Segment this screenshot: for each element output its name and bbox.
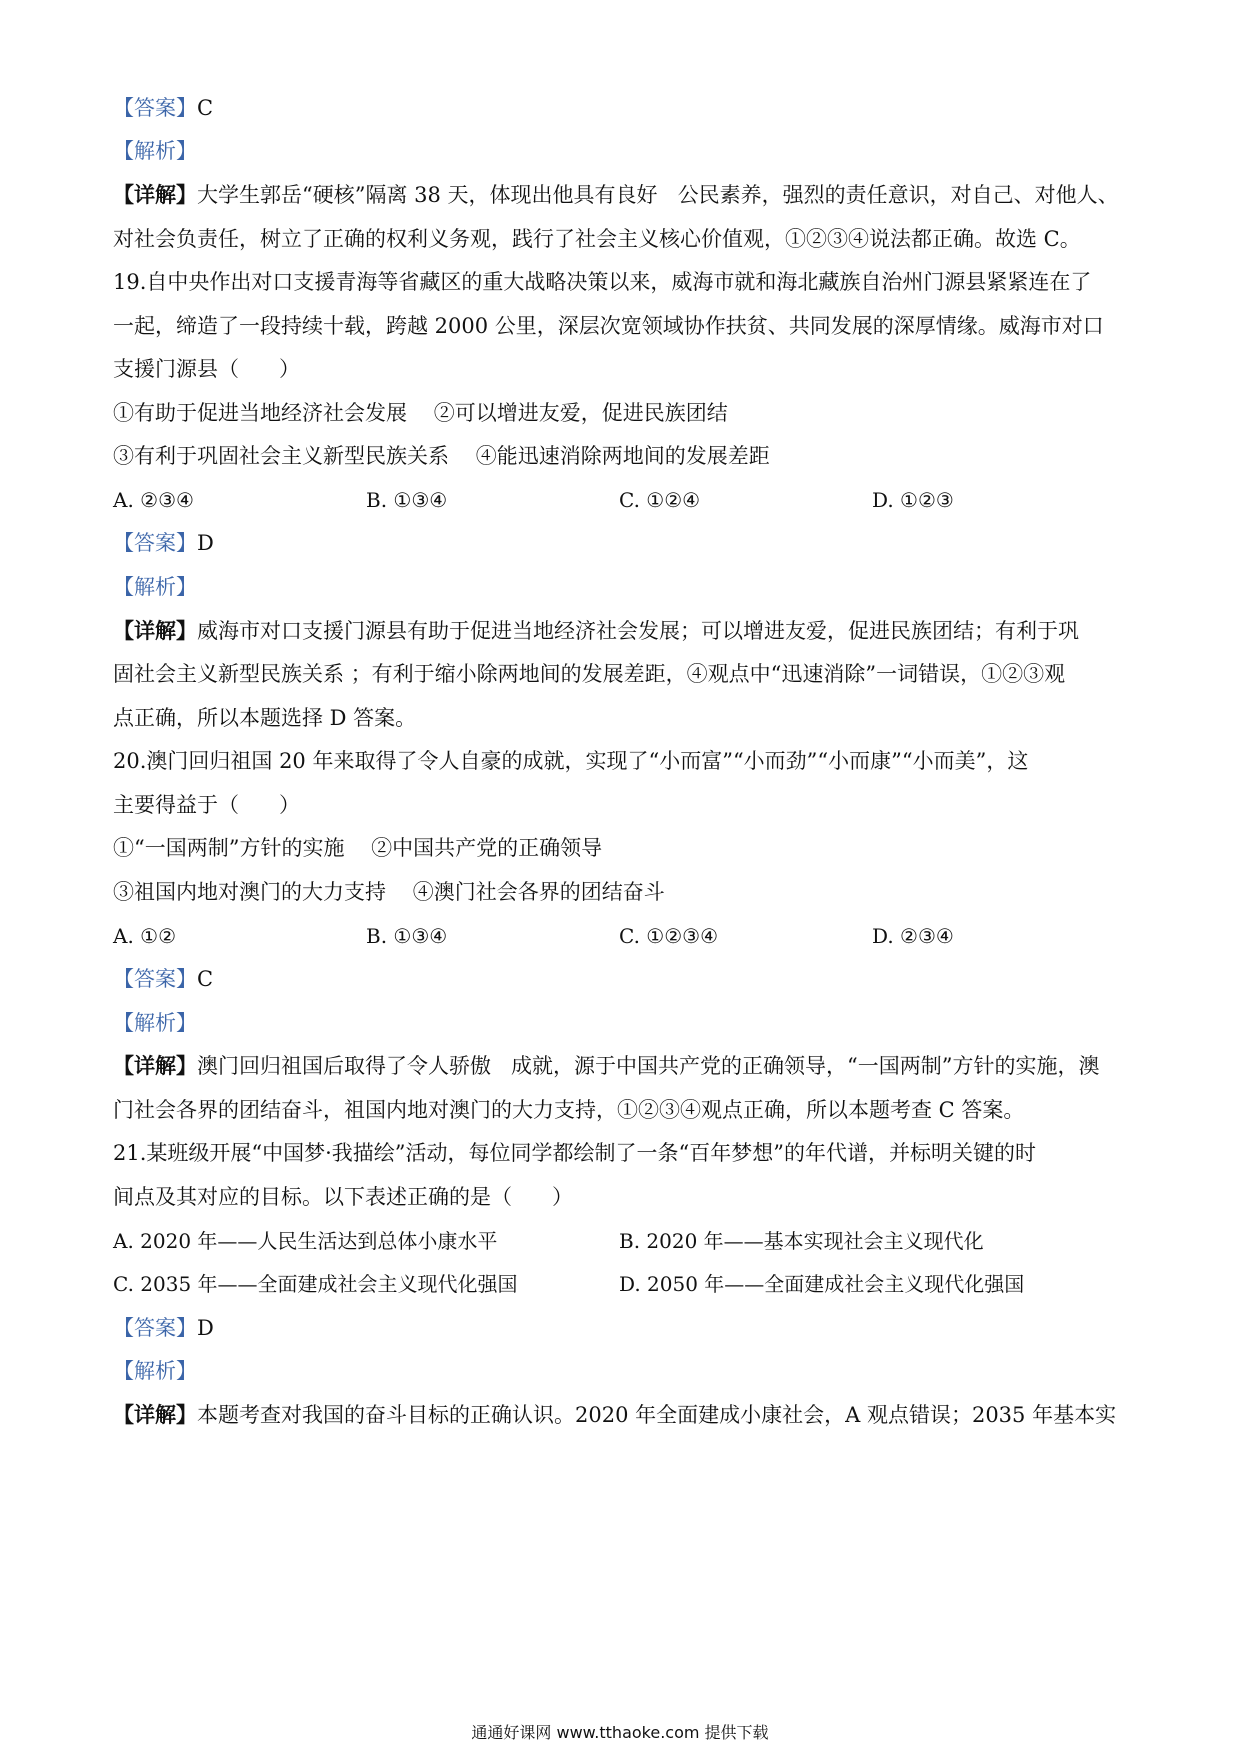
detail-text: 澳门回归祖国后取得了令人骄傲 成就，源于中国共产党的正确领导，“一国两制”方针的实施，澳 <box>197 1054 1100 1078</box>
detail-line: 门社会各界的团结奋斗，祖国内地对澳门的大力支持，①②③④观点正确，所以本题考查 C 答案。 <box>113 1098 1025 1122</box>
option-d: D. 2050 年——全面建成社会主义现代化强国 <box>619 1272 1025 1296</box>
statement-line: ③祖国内地对澳门的大力支持 ④澳门社会各界的团结奋斗 <box>113 880 665 904</box>
option-a: A. ①② <box>113 924 177 948</box>
option-b: B. ①③④ <box>366 488 448 512</box>
answer-value: C <box>197 96 214 120</box>
detail-label: 【详解】 <box>113 1053 197 1078</box>
answer-line <box>113 528 214 558</box>
answer-label: 【答案】 <box>113 967 197 991</box>
question-stem: 19.自中央作出对口支援青海等省藏区的重大战略决策以来，威海市就和海北藏族自治州门源县紧紧连在了 <box>113 270 1092 294</box>
option-c: C. 2035 年——全面建成社会主义现代化强国 <box>113 1272 518 1296</box>
question-stem: 主要得益于（ ） <box>113 793 301 817</box>
analysis-label: 【解析】 <box>113 575 197 599</box>
statement-line: ①有助于促进当地经济社会发展 ②可以增进友爱，促进民族团结 <box>113 401 728 425</box>
answer-label: 【答案】 <box>113 1316 197 1340</box>
question-stem: 一起，缔造了一段持续十载，跨越 2000 公里，深层次宽领域协作扶贫、共同发展的深厚情缘。威海市对口 <box>113 314 1104 338</box>
detail-line <box>113 1400 1116 1430</box>
question-stem: 支援门源县（ ） <box>113 357 301 381</box>
detail-line <box>113 616 1079 646</box>
option-a: A. ②③④ <box>113 488 194 512</box>
analysis-label: 【解析】 <box>113 1011 197 1035</box>
analysis-line <box>113 1356 197 1386</box>
question-stem: 20.澳门回归祖国 20 年来取得了令人自豪的成就，实现了“小而富”“小而劲”“小而康”“小而美”，这 <box>113 749 1029 773</box>
detail-text: 大学生郭岳“硬核”隔离 38 天，体现出他具有良好 公民素养，强烈的责任意识，对自己、对他人、 <box>197 183 1119 207</box>
option-c: C. ①②④ <box>619 488 701 512</box>
analysis-label: 【解析】 <box>113 139 197 163</box>
answer-label: 【答案】 <box>113 531 197 555</box>
page-footer: 通通好课网 www.tthaoke.com 提供下载 <box>471 1723 769 1742</box>
detail-label: 【详解】 <box>113 618 197 643</box>
option-b: B. ①③④ <box>366 924 448 948</box>
answer-value: D <box>197 1316 214 1340</box>
statement-line: ①“一国两制”方针的实施 ②中国共产党的正确领导 <box>113 836 603 860</box>
option-b: B. 2020 年——基本实现社会主义现代化 <box>619 1229 984 1253</box>
option-a: A. 2020 年——人民生活达到总体小康水平 <box>113 1229 498 1253</box>
detail-line <box>113 1051 1100 1081</box>
analysis-line <box>113 572 197 602</box>
detail-line <box>113 180 1119 210</box>
option-d: D. ②③④ <box>872 924 954 948</box>
answer-line <box>113 93 213 123</box>
answer-line <box>113 1313 214 1343</box>
detail-label: 【详解】 <box>113 182 197 207</box>
detail-text: 本题考查对我国的奋斗目标的正确认识。2020 年全面建成小康社会，A 观点错误；2035 年基本实 <box>197 1403 1117 1427</box>
statement-line: ③有利于巩固社会主义新型民族关系 ④能迅速消除两地间的发展差距 <box>113 444 770 468</box>
analysis-line <box>113 1008 197 1038</box>
detail-label: 【详解】 <box>113 1402 197 1427</box>
detail-text: 威海市对口支援门源县有助于促进当地经济社会发展；可以增进友爱，促进民族团结；有利于巩 <box>197 619 1079 643</box>
answer-line <box>113 964 213 994</box>
analysis-label: 【解析】 <box>113 1359 197 1383</box>
answer-label: 【答案】 <box>113 96 197 120</box>
option-c: C. ①②③④ <box>619 924 719 948</box>
analysis-line <box>113 136 197 166</box>
answer-value: D <box>197 531 214 555</box>
detail-line: 对社会负责任，树立了正确的权利义务观，践行了社会主义核心价值观，①②③④说法都正确。故选 C。 <box>113 227 1081 251</box>
detail-line: 固社会主义新型民族关系 ；有利于缩小除两地间的发展差距，④观点中“迅速消除”一词错误，①②③观 <box>113 662 1066 686</box>
option-d: D. ①②③ <box>872 488 954 512</box>
detail-line: 点正确，所以本题选择 D 答案。 <box>113 706 417 730</box>
question-stem: 间点及其对应的目标。以下表述正确的是（ ） <box>113 1185 574 1209</box>
question-stem: 21.某班级开展“中国梦·我描绘”活动，每位同学都绘制了一条“百年梦想”的年代谱，并标明关键的时 <box>113 1141 1037 1165</box>
answer-value: C <box>197 967 214 991</box>
